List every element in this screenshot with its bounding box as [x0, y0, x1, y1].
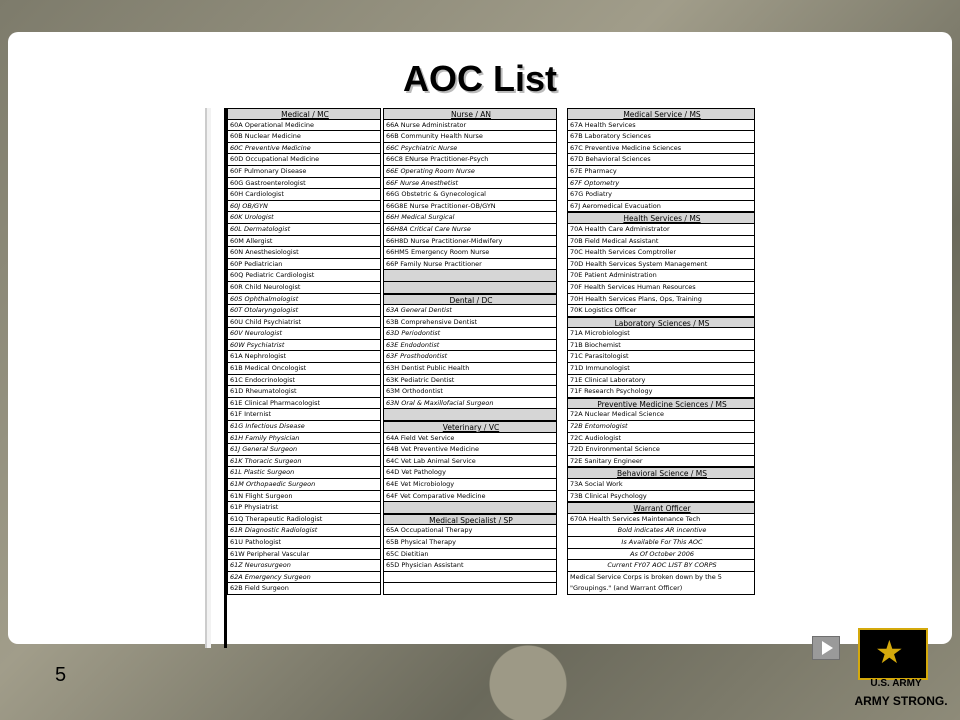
- table-cell: 60A Operational Medicine: [228, 120, 380, 132]
- table-cell: 66HM5 Emergency Room Nurse: [384, 247, 556, 259]
- table-cell: 65A Occupational Therapy: [384, 525, 556, 537]
- table-cell: 67B Laboratory Sciences: [568, 131, 754, 143]
- section-header: Health Services / MS: [568, 212, 754, 224]
- table-cell: 60C Preventive Medicine: [228, 143, 380, 155]
- logo-army-strong-text: ARMY STRONG.: [854, 694, 948, 708]
- table-cell: 72D Environmental Science: [568, 444, 754, 456]
- table-cell: 72B Entomologist: [568, 421, 754, 433]
- table-cell: 66H8D Nurse Practitioner-Midwifery: [384, 236, 556, 248]
- table-cell: 72E Sanitary Engineer: [568, 456, 754, 468]
- table-cell: 66C8 ENurse Practitioner-Psych: [384, 154, 556, 166]
- table-cell: 64D Vet Pathology: [384, 467, 556, 479]
- table-cell: 61N Flight Surgeon: [228, 491, 380, 503]
- table-cell: 61K Thoracic Surgeon: [228, 456, 380, 468]
- table-cell: 67J Aeromedical Evacuation: [568, 201, 754, 213]
- table-cell: 70C Health Services Comptroller: [568, 247, 754, 259]
- table-cell: 64C Vet Lab Animal Service: [384, 456, 556, 468]
- table-gap-cell: [384, 282, 556, 294]
- table-cell: 60K Urologist: [228, 212, 380, 224]
- table-cell: 70E Patient Administration: [568, 270, 754, 282]
- table-cell: 61C Endocrinologist: [228, 375, 380, 387]
- table-cell: 60G Gastroenterologist: [228, 178, 380, 190]
- table-cell: 65B Physical Therapy: [384, 537, 556, 549]
- section-header: Laboratory Sciences / MS: [568, 317, 754, 329]
- table-cell: 70B Field Medical Assistant: [568, 236, 754, 248]
- table-cell: 66B Community Health Nurse: [384, 131, 556, 143]
- section-header: Medical / MC: [228, 108, 380, 120]
- column-medical: [227, 108, 381, 595]
- table-cell: 64A Field Vet Service: [384, 433, 556, 445]
- table-cell: 63N Oral & Maxillofacial Surgeon: [384, 398, 556, 410]
- table-cell: 61G Infectious Disease: [228, 421, 380, 433]
- table-cell: 60H Cardiologist: [228, 189, 380, 201]
- column-medical-service: [567, 108, 755, 595]
- table-cell: 60B Nuclear Medicine: [228, 131, 380, 143]
- table-cell: 60R Child Neurologist: [228, 282, 380, 294]
- table-cell: 66A Nurse Administrator: [384, 120, 556, 132]
- table-cell: 71F Research Psychology: [568, 386, 754, 398]
- table-note: Bold indicates AR incentive: [568, 525, 754, 537]
- table-cell: 63B Comprehensive Dentist: [384, 317, 556, 329]
- table-cell: 65D Physician Assistant: [384, 560, 556, 572]
- table-cell: 72A Nuclear Medical Science: [568, 409, 754, 421]
- table-cell: 62B Field Surgeon: [228, 583, 380, 595]
- table-cell: 63H Dentist Public Health: [384, 363, 556, 375]
- table-cell: 67D Behavioral Sciences: [568, 154, 754, 166]
- next-slide-button[interactable]: [812, 636, 840, 660]
- table-cell: 70D Health Services System Management: [568, 259, 754, 271]
- table-cell: 60Q Pediatric Cardiologist: [228, 270, 380, 282]
- table-cell: 66H Medical Surgical: [384, 212, 556, 224]
- table-cell: 61U Pathologist: [228, 537, 380, 549]
- table-cell: 67G Podiatry: [568, 189, 754, 201]
- table-cell: 61L Plastic Surgeon: [228, 467, 380, 479]
- table-cell: 63F Prosthodontist: [384, 351, 556, 363]
- table-cell: 66H8A Critical Care Nurse: [384, 224, 556, 236]
- table-note: Medical Service Corps is broken down by the 5 "Groupings." (and Warrant Officer): [568, 572, 754, 595]
- table-cell: 63M Orthodontist: [384, 386, 556, 398]
- section-header: Medical Service / MS: [568, 108, 754, 120]
- table-gap-cell: [384, 409, 556, 421]
- table-cell: 60F Pulmonary Disease: [228, 166, 380, 178]
- table-note: Current FY07 AOC LIST BY CORPS: [568, 560, 754, 572]
- table-cell: 71D Immunologist: [568, 363, 754, 375]
- table-cell: 64F Vet Comparative Medicine: [384, 491, 556, 503]
- slide-title: AOC List: [402, 58, 557, 99]
- section-header: Veterinary / VC: [384, 421, 556, 433]
- table-cell: 70A Health Care Administrator: [568, 224, 754, 236]
- table-cell: 66P Family Nurse Practitioner: [384, 259, 556, 271]
- table-cell: 61B Medical Oncologist: [228, 363, 380, 375]
- table-cell: 63D Periodontist: [384, 328, 556, 340]
- table-cell: 63K Pediatric Dentist: [384, 375, 556, 387]
- table-cell: 72C Audiologist: [568, 433, 754, 445]
- table-cell: 65C Dietitian: [384, 549, 556, 561]
- aoc-table: [205, 108, 755, 648]
- table-cell: 73B Clinical Psychology: [568, 491, 754, 503]
- table-cell: 61M Orthopaedic Surgeon: [228, 479, 380, 491]
- table-blank-cell: [384, 583, 556, 595]
- star-icon: ★: [875, 633, 904, 671]
- table-cell: 61D Rheumatologist: [228, 386, 380, 398]
- table-cell: 60W Psychiatrist: [228, 340, 380, 352]
- army-star-logo: [858, 628, 928, 680]
- section-header: Dental / DC: [384, 294, 556, 306]
- table-gap-cell: [384, 502, 556, 514]
- table-cell: 67F Optometry: [568, 178, 754, 190]
- table-cell: 62A Emergency Surgeon: [228, 572, 380, 584]
- table-cell: 60N Anesthesiologist: [228, 247, 380, 259]
- table-cell: 66E Operating Room Nurse: [384, 166, 556, 178]
- table-cell: 63A General Dentist: [384, 305, 556, 317]
- table-cell: 66G Obstetric & Gynecological: [384, 189, 556, 201]
- table-cell: 61H Family Physician: [228, 433, 380, 445]
- table-cell: 70F Health Services Human Resources: [568, 282, 754, 294]
- table-cell: 71E Clinical Laboratory: [568, 375, 754, 387]
- table-cell: 60D Occupational Medicine: [228, 154, 380, 166]
- table-cell: 71C Parasitologist: [568, 351, 754, 363]
- table-blank-cell: [384, 572, 556, 584]
- section-header: Behavioral Science / MS: [568, 467, 754, 479]
- table-cell: 60M Allergist: [228, 236, 380, 248]
- table-cell: 60S Ophthalmologist: [228, 294, 380, 306]
- table-cell: 61Z Neurosurgeon: [228, 560, 380, 572]
- table-cell: 67A Health Services: [568, 120, 754, 132]
- table-cell: 73A Social Work: [568, 479, 754, 491]
- table-cell: 63E Endodontist: [384, 340, 556, 352]
- table-cell: 60V Neurologist: [228, 328, 380, 340]
- table-cell: 66C Psychiatric Nurse: [384, 143, 556, 155]
- table-cell: 61A Nephrologist: [228, 351, 380, 363]
- table-cell: 67E Pharmacy: [568, 166, 754, 178]
- table-cell: 61J General Surgeon: [228, 444, 380, 456]
- table-cell: 70K Logistics Officer: [568, 305, 754, 317]
- table-cell: 61W Peripheral Vascular: [228, 549, 380, 561]
- table-note: Is Available For This AOC: [568, 537, 754, 549]
- table-cell: 61Q Therapeutic Radiologist: [228, 514, 380, 526]
- table-cell: 670A Health Services Maintenance Tech: [568, 514, 754, 526]
- table-cell: 70H Health Services Plans, Ops, Training: [568, 294, 754, 306]
- table-sidebar-bar: [205, 108, 211, 648]
- table-cell: 71A Microbiologist: [568, 328, 754, 340]
- table-cell: 61P Physiatrist: [228, 502, 380, 514]
- table-cell: 60P Pediatrician: [228, 259, 380, 271]
- table-cell: 60L Dermatologist: [228, 224, 380, 236]
- section-header: Warrant Officer: [568, 502, 754, 514]
- column-nurse-dental-vet: [383, 108, 557, 595]
- table-cell: 60U Child Psychiatrist: [228, 317, 380, 329]
- table-cell: 71B Biochemist: [568, 340, 754, 352]
- table-cell: 64B Vet Preventive Medicine: [384, 444, 556, 456]
- table-cell: 61R Diagnostic Radiologist: [228, 525, 380, 537]
- section-header: Nurse / AN: [384, 108, 556, 120]
- table-cell: 66G8E Nurse Practitioner-OB/GYN: [384, 201, 556, 213]
- table-cell: 66F Nurse Anesthetist: [384, 178, 556, 190]
- page-number: 5: [55, 664, 67, 686]
- table-cell: 67C Preventive Medicine Sciences: [568, 143, 754, 155]
- table-cell: 61E Clinical Pharmacologist: [228, 398, 380, 410]
- section-header: Preventive Medicine Sciences / MS: [568, 398, 754, 410]
- table-cell: 60J OB/GYN: [228, 201, 380, 213]
- table-cell: 60T Otolaryngologist: [228, 305, 380, 317]
- section-header: Medical Specialist / SP: [384, 514, 556, 526]
- logo-us-army-text: U.S. ARMY: [870, 678, 922, 689]
- table-cell: 61F Internist: [228, 409, 380, 421]
- table-note: As Of October 2006: [568, 549, 754, 561]
- table-gap-cell: [384, 270, 556, 282]
- table-cell: 64E Vet Microbiology: [384, 479, 556, 491]
